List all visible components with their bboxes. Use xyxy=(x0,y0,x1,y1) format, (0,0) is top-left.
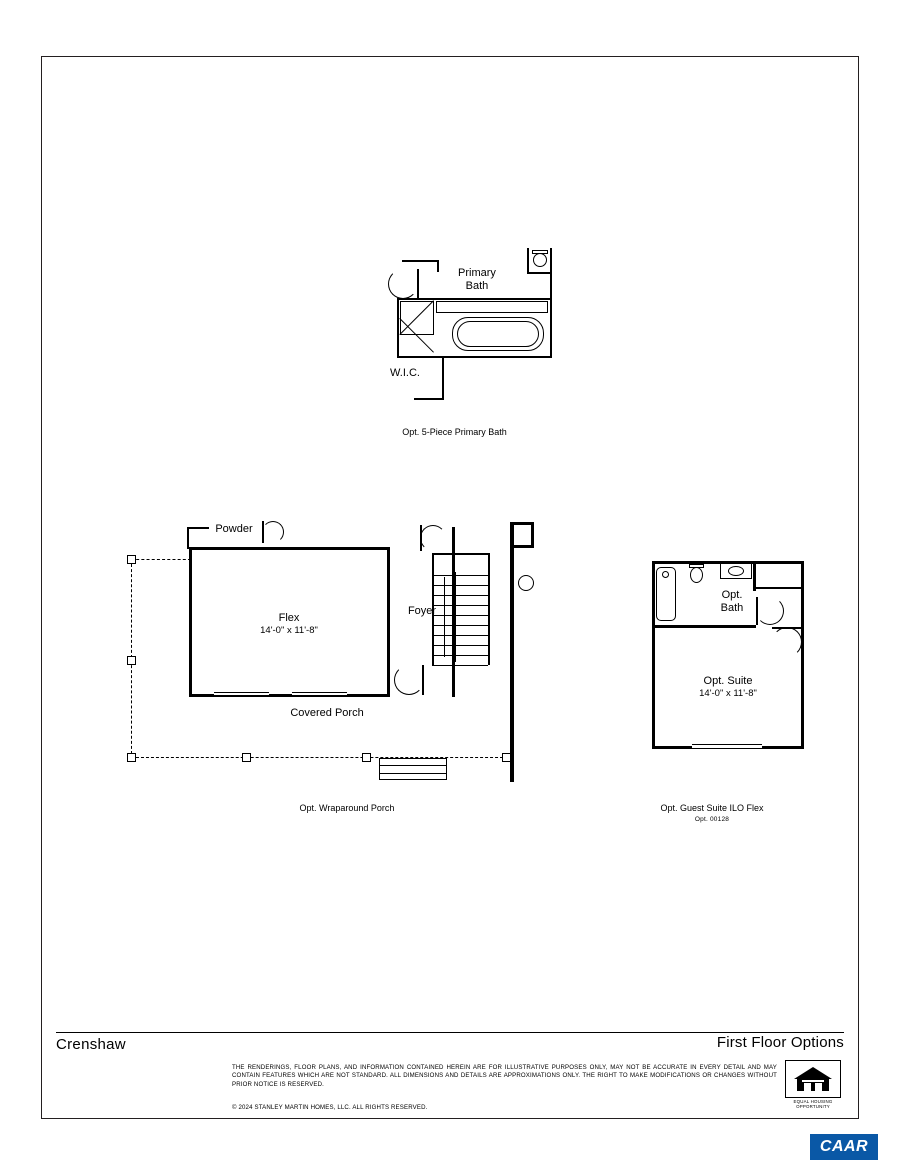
stair-tread xyxy=(432,665,488,666)
wall-exterior-right-stub-2 xyxy=(531,522,534,547)
copyright-text: © 2024 STANLEY MARTIN HOMES, LLC. ALL RIGHTS RESERVED. xyxy=(232,1104,428,1111)
porch-steps xyxy=(379,758,447,780)
tub-drain-icon xyxy=(662,571,669,578)
closet-door-leaf xyxy=(772,627,802,629)
label-covered-porch: Covered Porch xyxy=(290,707,364,719)
porch-edge xyxy=(131,559,191,560)
toilet-tank-icon xyxy=(532,250,548,254)
caption-guest-suite-code: Opt. 00128 xyxy=(694,816,730,823)
wall-foyer-left xyxy=(387,547,390,697)
tub-inner-icon xyxy=(457,321,539,347)
plan-name: Crenshaw xyxy=(56,1036,126,1053)
stair-top-edge xyxy=(432,553,488,555)
label-opt-bath-line1: Opt. xyxy=(721,589,743,601)
porch-column xyxy=(502,753,511,762)
wall-powder-left xyxy=(187,527,189,549)
front-door-swing-icon xyxy=(420,525,446,551)
wall-exterior-right-stub-3 xyxy=(510,545,534,548)
label-primary-bath-line2: Bath xyxy=(465,280,489,292)
porch-column xyxy=(242,753,251,762)
label-wic: W.I.C. xyxy=(390,367,420,379)
label-primary-bath-line1: Primary xyxy=(458,267,496,279)
stair-tread xyxy=(432,645,488,646)
flex-door-swing-icon xyxy=(394,665,424,695)
label-flex-dim: 14'-0" x 11'-8" xyxy=(260,625,318,636)
caption-guest-suite: Opt. Guest Suite ILO Flex Opt. 00128 xyxy=(587,803,837,823)
label-primary-bath xyxy=(417,267,537,293)
eho-caption-line2: OPPORTUNITY xyxy=(796,1104,830,1110)
wall-suite-left xyxy=(652,561,655,749)
wall-bath-bottom xyxy=(652,625,756,628)
wall-bath-right xyxy=(550,248,552,358)
plan-sheet xyxy=(41,56,859,1119)
toilet-fixture-icon xyxy=(690,567,703,583)
disclaimer-text: THE RENDERINGS, FLOOR PLANS, AND INFORMATION CONTAINED HEREIN ARE FOR ILLUSTRATIVE PURPOSES ONLY, MAY NOT BE ACCURATE IN EVERY DETAIL AND MAY CONTAIN FEATURES WHICH ARE NOT STANDARD. ALL DIMENSIONS AND DETAILS ARE APPROXIMATIONS ONLY. THE RIGHT TO MAKE MODIFICATIONS OR CHANGES WITHOUT PRIOR NOTICE IS RESERVED. xyxy=(232,1064,777,1088)
door-swing-icon xyxy=(388,269,418,299)
label-opt-suite: Opt. Suite 14'-0" x 11'-8" xyxy=(678,675,778,699)
front-door-leaf xyxy=(420,525,422,551)
equal-housing-opportunity-logo xyxy=(782,1060,844,1110)
option-primary-bath-plan xyxy=(342,247,582,447)
wall-bath-bottom xyxy=(397,356,552,358)
flex-door-leaf xyxy=(422,665,424,695)
toilet-fixture-icon xyxy=(533,253,547,267)
closet-door-swing-icon xyxy=(772,627,802,657)
eho-caption-line1: EQUAL HOUSING xyxy=(793,1099,833,1104)
stair-tread xyxy=(432,575,488,576)
newel-post-icon xyxy=(518,575,534,591)
stair-side-edge xyxy=(488,553,490,665)
sheet-title: First Floor Options xyxy=(716,1034,844,1051)
caption-primary-bath: Opt. 5-Piece Primary Bath xyxy=(402,427,507,437)
caption-wraparound-porch: Opt. Wraparound Porch xyxy=(299,803,395,813)
wall-wic-bottom xyxy=(414,398,444,400)
label-opt-bath-line2: Bath xyxy=(720,602,744,614)
stair-tread xyxy=(432,655,488,656)
eho-house-icon xyxy=(786,1061,840,1097)
wall-bath-top xyxy=(397,298,552,300)
wall-exterior-right xyxy=(510,522,514,782)
wall xyxy=(402,260,438,262)
footer-divider xyxy=(56,1032,844,1033)
wall-suite-right xyxy=(801,561,804,749)
eho-icon xyxy=(785,1060,841,1098)
wall-flex-top xyxy=(189,547,389,550)
stair-tread xyxy=(432,585,488,586)
stair-tread xyxy=(432,625,488,626)
window-opening xyxy=(214,692,269,696)
porch-edge xyxy=(131,757,513,758)
porch-column xyxy=(362,753,371,762)
porch-step-line xyxy=(379,765,447,766)
eho-caption xyxy=(782,1099,844,1110)
wall-bath-left xyxy=(397,298,399,358)
label-foyer: Foyer xyxy=(407,605,437,617)
window-opening xyxy=(692,744,762,749)
porch-column xyxy=(127,753,136,762)
porch-step-line xyxy=(379,773,447,774)
label-powder-text: Powder xyxy=(215,523,253,535)
window-opening xyxy=(292,692,347,696)
porch-column xyxy=(127,555,136,564)
wall-flex-left xyxy=(189,547,192,697)
sink-fixture-icon xyxy=(728,566,744,576)
stair-tread xyxy=(432,595,488,596)
porch-column xyxy=(127,656,136,665)
option-guest-suite-plan xyxy=(612,557,812,757)
label-opt-suite-dim: 14'-0" x 11'-8" xyxy=(699,688,757,699)
label-flex: Flex 14'-0" x 11'-8" xyxy=(244,612,334,636)
stair-tread xyxy=(432,635,488,636)
wall-wic-right xyxy=(442,356,444,400)
vanity-counter xyxy=(436,301,548,313)
caar-logo: CAAR xyxy=(810,1134,878,1160)
toilet-tank-icon xyxy=(689,564,704,568)
option-wraparound-porch-plan xyxy=(132,517,552,782)
label-opt-bath xyxy=(692,589,772,615)
